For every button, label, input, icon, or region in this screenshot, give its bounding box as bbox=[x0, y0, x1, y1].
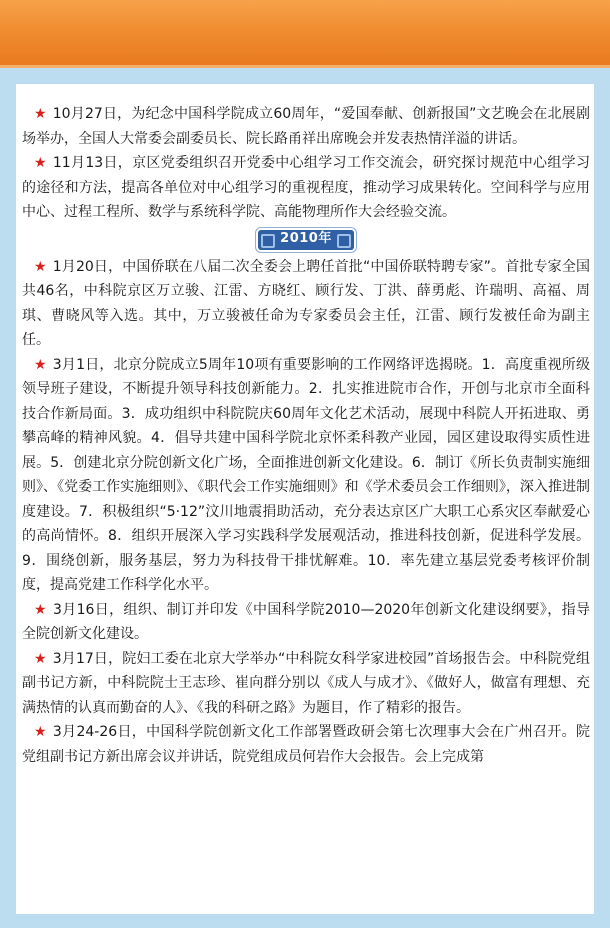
star-icon: ★ bbox=[34, 155, 47, 171]
star-icon: ★ bbox=[34, 650, 47, 667]
star-icon: ★ bbox=[34, 106, 47, 122]
chronicle-content bbox=[22, 102, 590, 769]
chronicle-entry bbox=[22, 647, 590, 721]
year-divider bbox=[22, 225, 590, 255]
entry-text: 3月17日，院妇工委在北京大学举办“中科院女科学家进校园”首场报告会。中科院党组副书记方新，中科院院士王志珍、崔向群分别以《成人与成才》、《做好人，做富有理想、充满热情的认真而勤奋的人》、《我的科研之路》为题目，作了精彩的报告。 bbox=[22, 650, 590, 716]
entry-text: 11月13日，京区党委组织召开党委中心组学习工作交流会，研究探讨规范中心组学习的途径和方法，提高各单位对中心组学习的重视程度，推动学习成果转化。空间科学与应用中心、过程工程所、数学与系统科学院、高能物理所作大会经验交流。 bbox=[22, 155, 590, 220]
chronicle-entry bbox=[22, 353, 590, 598]
entry-text: 3月24-26日，中国科学院创新文化工作部署暨政研会第七次理事大会在广州召开。院党组副书记方新出席会议并讲话，院党组成员何岩作大会报告。会上完成第 bbox=[22, 724, 590, 765]
entry-text: 10月27日，为纪念中国科学院成立60周年，“爱国奉献、创新报国”文艺晚会在北展剧场举办，全国人大常委会副委员长、院长路甬祥出席晚会并发表热情洋溢的讲话。 bbox=[22, 106, 590, 147]
chronicle-entry bbox=[22, 255, 590, 353]
year-label: 2010年 bbox=[280, 231, 332, 247]
chronicle-entry bbox=[22, 598, 590, 647]
entry-text: 3月16日，组织、制订并印发《中国科学院2010—2020年创新文化建设纲要》，指导全院创新文化建设。 bbox=[22, 601, 590, 642]
entry-text: 1月20日，中国侨联在八届二次全委会上聘任首批“中国侨联特聘专家”。首批专家全国共46名，中科院京区万立骏、江雷、方晓红、顾行发、丁洪、薛勇彪、许瑞明、高福、周琪、曹晓风等入选。其中，万立骏被任命为专家委员会主任，江雷、顾行发被任命为副主任。 bbox=[22, 258, 590, 348]
star-icon: ★ bbox=[34, 356, 47, 373]
chronicle-entry bbox=[22, 151, 590, 225]
chronicle-entry bbox=[22, 102, 590, 151]
star-icon: ★ bbox=[34, 724, 47, 740]
chronicle-entry bbox=[22, 720, 590, 769]
year-badge bbox=[258, 230, 354, 250]
star-icon: ★ bbox=[34, 258, 47, 275]
top-banner bbox=[0, 0, 610, 68]
entry-text: 3月1日，北京分院成立5周年10项有重要影响的工作网络评选揭晓。1．高度重视所级领导班子建设，不断提升领导科技创新能力。2．扎实推进院市合作，开创与北京市全面科技合作新局面。3．成功组织中科院院庆60周年文化艺术活动，展现中科院人开拓进取、勇攀高峰的精神风貌。4．倡导共建中国科学院北京怀柔科教产业园，园区建设取得实质性进展。5．创建北京分院创新文化广场，全面推进创新文化建设。6．制订《所长负责制实施细则》、《党委工作实施细则》、《职代会工作实施细则》和《学术委员会工作细则》，深入推进制度建设。7．积极组织“5·12”汶川地震捐助活动，充分表达京区广大职工心系灾区奉献爱心的高尚情怀。8．组织开展深入学习实践科学发展观活动，推进科技创新，促进科学发展。9．围绕创新，服务基层，努力为科技骨干排忧解难。10．率先建立基层党委考核评价制度，提高党建工作科学化水平。 bbox=[22, 356, 590, 593]
star-icon: ★ bbox=[34, 601, 47, 618]
